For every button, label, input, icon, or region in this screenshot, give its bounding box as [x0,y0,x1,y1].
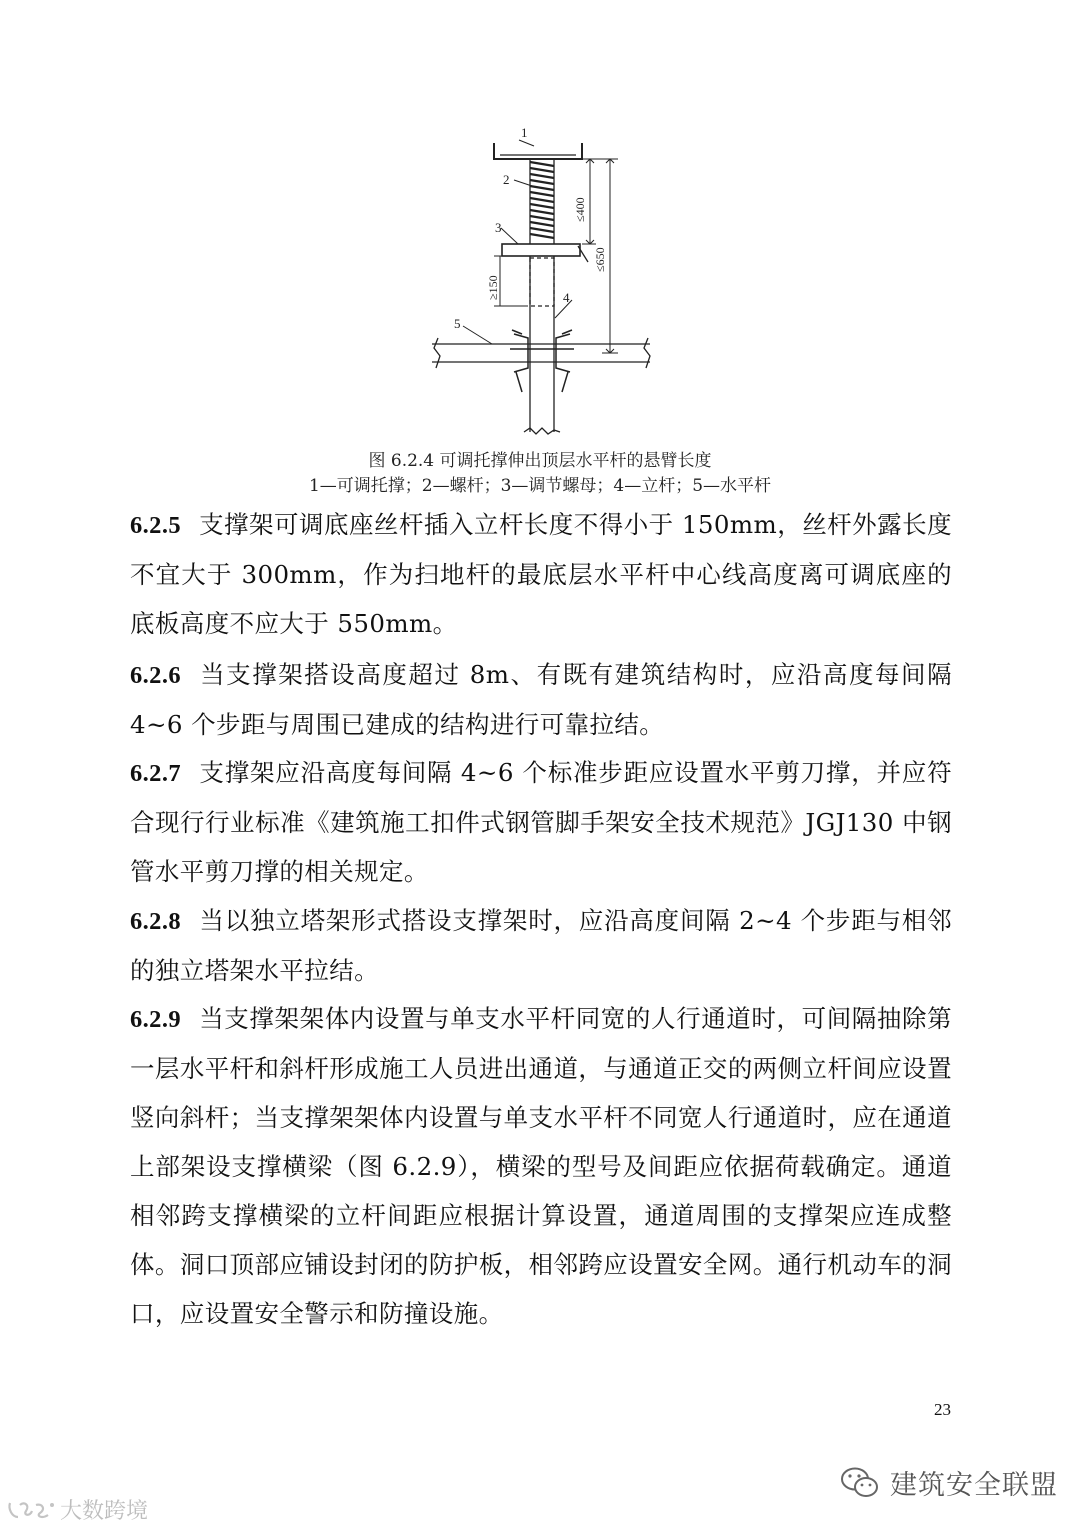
callout-5: 5 [454,316,461,331]
watermark-text: 建筑安全联盟 [890,1470,1058,1501]
threaded-screw [530,159,554,244]
clause-text: 支撑架可调底座丝杆插入立杆长度不得小于 150mm，丝杆外露长度不宜大于 300mm，作为扫地杆的最底层水平杆中心线高度离可调底座的底板高度不应大于 550mm。 [130,510,952,638]
clause-text: 当以独立塔架形式搭设支撑架时，应沿高度间隔 2~4 个步距与相邻的独立塔架水平拉结。 [130,906,952,985]
clause-text: 当支撑架架体内设置与单支水平杆同宽的人行通道时，可间隔抽除第一层水平杆和斜杆形成施工人员进出通道，与通道正交的两侧立杆间应设置竖向斜杆；当支撑架架体内设置与单支水平杆不同宽人行通道时，应在通道上部架设支撑横梁（图 6.2.9），横梁的型号及间距应依据荷载确定。通道相邻跨支撑横梁的立杆间距应根据计算设置，通道周围的支撑架应连成整体。洞口顶部应铺设封闭的防护板，相邻跨应设置安全网。通行机动车的洞口，应设置安全警示和防撞设施。 [130,1004,952,1328]
source-watermark-text: 大数跨境 [60,1499,149,1524]
clause-text: 当支撑架搭设高度超过 8m、有既有建筑结构时，应沿高度每间隔 4~6 个步距与周围已建成的结构进行可靠拉结。 [130,660,952,739]
clause-number: 6.2.7 [130,760,181,787]
clause-6-2-9 [130,994,952,1338]
clause-number: 6.2.9 [130,1006,181,1033]
callout-3: 3 [495,220,502,235]
clause-number: 6.2.5 [130,512,181,539]
callout-1: 1 [521,125,528,140]
dim-top-label: ≤400 [573,197,587,222]
clause-text: 支撑架应沿高度每间隔 4~6 个标准步距应设置水平剪刀撑，并应符合现行行业标准《建筑施工扣件式钢管脚手架安全技术规范》JGJ130 中钢管水平剪刀撑的相关规定。 [130,758,952,886]
figure-caption-legend: 1—可调托撑；2—螺杆；3—调节螺母；4—立杆；5—水平杆 [308,476,772,496]
callout-2: 2 [503,172,510,187]
page-number: 23 [934,1400,951,1419]
source-watermark [6,1494,148,1525]
u-head [494,143,582,159]
clause-6-2-7 [130,748,952,896]
source-logo-icon [6,1499,56,1521]
leader-lines [463,140,572,344]
adjusting-nut [502,244,580,256]
wechat-icon [840,1466,880,1500]
clause-number: 6.2.6 [130,662,181,689]
callout-4: 4 [563,290,570,305]
standard-tube [524,256,560,434]
dim-total-label: ≤650 [593,247,607,272]
coupler-wedges [510,330,574,392]
wechat-watermark [840,1463,1058,1502]
clause-number: 6.2.8 [130,908,181,935]
clause-6-2-8 [130,896,952,995]
u-head-cantilever-diagram [400,118,680,448]
figure-caption-title: 图 6.2.4 可调托撑伸出顶层水平杆的悬臂长度 [368,451,712,471]
clause-6-2-6 [130,650,952,749]
clause-6-2-5 [130,500,952,648]
dim-insert-label: ≥150 [486,275,500,300]
